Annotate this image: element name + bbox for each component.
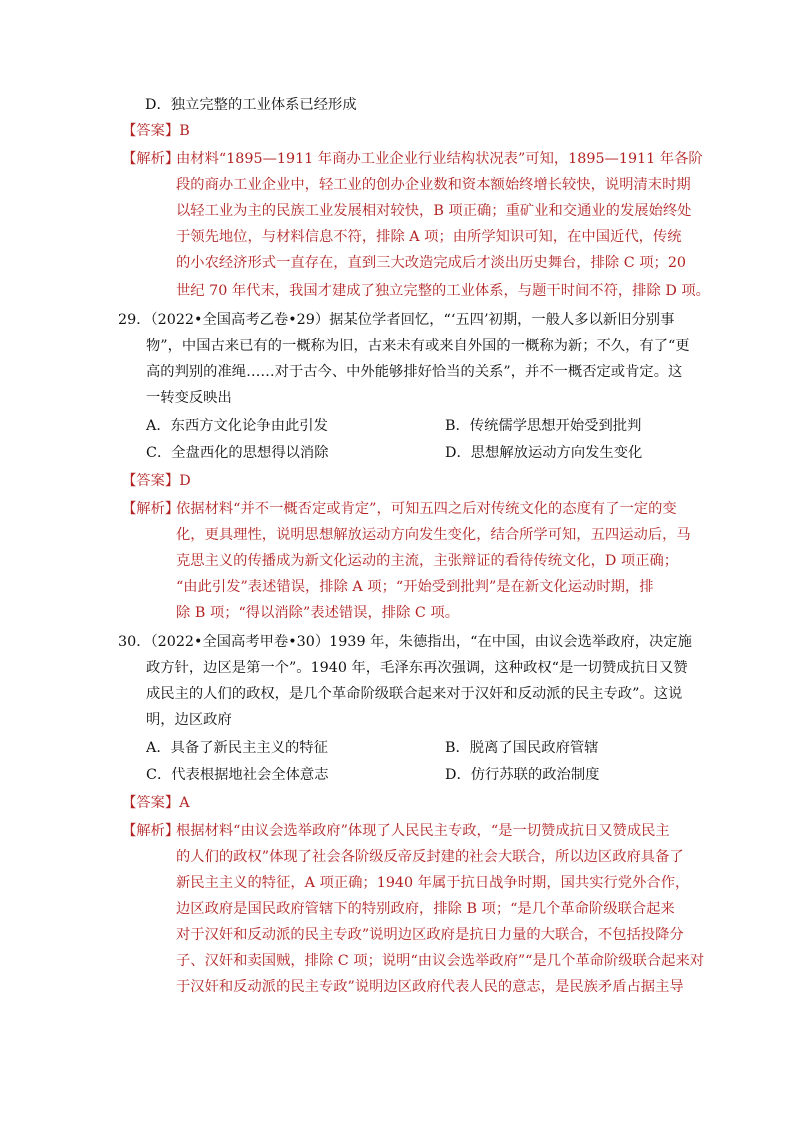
q30-analysis-line: 新民主主义的特征，A 项正确；1940 年属于抗日战争时期，国共实行党外合作，: [176, 875, 690, 891]
q28-answer: [122, 121, 190, 141]
q29-stem-line: 高的判别的准绳……对于古今、中外能够排好恰当的关系”，并不一概否定或肯定。这: [146, 364, 683, 380]
q30-option-c: C．代表根据地社会全体意志: [146, 767, 329, 783]
q30-option-b: B．脱离了国民政府管辖: [445, 740, 599, 756]
q28-analysis-line: 世纪 70 年代末，我国才建成了独立完整的工业体系，与题干时间不符，排除 D 项。: [176, 283, 710, 299]
q30-analysis-line: 对于汉奸和反动派的民主专政”说明边区政府是抗日力量的大联合，不包括投降分: [176, 927, 684, 943]
q30-analysis-line: 于汉奸和反动派的民主专政”说明边区政府代表人民的意志，是民族矛盾占据主导: [176, 979, 684, 995]
q29-option-d: D．思想解放运动方向发生变化: [445, 445, 643, 461]
q29-analysis-line: 克思主义的传播成为新文化运动的主流，主张辩证的看待传统文化，D 项正确；: [176, 553, 679, 569]
answer-value: B: [179, 123, 190, 139]
answer-value: D: [179, 473, 191, 489]
q29-analysis-tag: 【解析】: [122, 501, 180, 517]
q30-analysis-tag: 【解析】: [122, 823, 180, 839]
q29-analysis-line: 除 B 项；“得以消除”表述错误，排除 C 项。: [176, 605, 459, 621]
q30-analysis-line: 的人们的政权”体现了社会各阶级反帝反封建的社会大联合，所以边区政府具备了: [176, 849, 684, 865]
q29-stem-line: 物”，中国古来已有的一概称为旧，古来未有或来自外国的一概称为新；不久，有了“更: [146, 338, 690, 354]
q29-analysis-line: 化，更具理性，说明思想解放运动方向发生变化，结合所学可知，五四运动后，马: [176, 527, 691, 543]
q28-analysis-line: 由材料“1895—1911 年商办工业企业行业结构状况表”可知，1895—1911 年各阶: [176, 151, 703, 167]
q28-analysis-line: 以轻工业为主的民族工业发展相对较快，B 项正确；重矿业和交通业的发展始终处: [176, 203, 692, 219]
q29-answer: [122, 471, 191, 491]
q29-option-b: B．传统儒学思想开始受到批判: [445, 418, 642, 434]
answer-value: A: [179, 795, 190, 811]
q30-analysis-line: 子、汉奸和卖国贼，排除 C 项；说明“由议会选举政府”“是几个革命阶级联合起来对: [176, 953, 705, 969]
q29-analysis-line: “由此引发”表述错误，排除 A 项；“开始受到批判”是在新文化运动时期，排: [176, 579, 654, 595]
q30-option-a: A．具备了新民主主义的特征: [146, 740, 328, 756]
q28-analysis-line: 于领先地位，与材料信息不符，排除 A 项；由所学知识可知，在中国近代，传统: [176, 229, 682, 245]
q30-stem-line: 明，边区政府: [146, 712, 232, 728]
q30-analysis-line: 边区政府是国民政府管辖下的特别政府，排除 B 项；“是几个革命阶级联合起来: [176, 901, 675, 917]
q30-option-d: D．仿行苏联的政治制度: [445, 767, 600, 783]
q30-stem-line: 30．（2022•全国高考甲卷•30）1939 年，朱德指出，“在中国，由议会选举政府，决定施: [118, 634, 692, 650]
q28-option-d: D．独立完整的工业体系已经形成: [145, 97, 357, 113]
answer-tag: 【答案】: [122, 795, 180, 811]
q30-answer: [122, 793, 190, 813]
q28-analysis-line: 的小农经济形式一直存在，直到三大改造完成后才淡出历史舞台，排除 C 项；20: [176, 255, 687, 271]
q29-analysis-line: 依据材料“并不一概否定或肯定”，可知五四之后对传统文化的态度有了一定的变: [176, 501, 677, 517]
q28-analysis-tag: 【解析】: [122, 151, 180, 167]
q30-analysis-line: 根据材料“由议会选举政府”体现了人民民主专政，“是一切赞成抗日又赞成民主: [176, 823, 670, 839]
q29-stem-line: 29．（2022•全国高考乙卷•29）据某位学者回忆，“‘五四’初期，一般人多以新旧分别事: [118, 312, 675, 328]
q30-stem-line: 成民主的人们的政权，是几个革命阶级联合起来对于汉奸和反动派的民主专政”。这说: [146, 686, 683, 702]
q29-stem-line: 一转变反映出: [146, 390, 232, 406]
q28-analysis-line: 段的商办工业企业中，轻工业的创办企业数和资本额始终增长较快，说明清末时期: [176, 177, 691, 193]
q29-option-a: A．东西方文化论争由此引发: [146, 418, 328, 434]
q30-stem-line: 政方针，边区是第一个”。1940 年，毛泽东再次强调，这种政权“是一切赞成抗日又赞: [146, 660, 688, 676]
answer-tag: 【答案】: [122, 123, 180, 139]
answer-tag: 【答案】: [122, 473, 180, 489]
q29-option-c: C．全盘西化的思想得以消除: [146, 445, 329, 461]
